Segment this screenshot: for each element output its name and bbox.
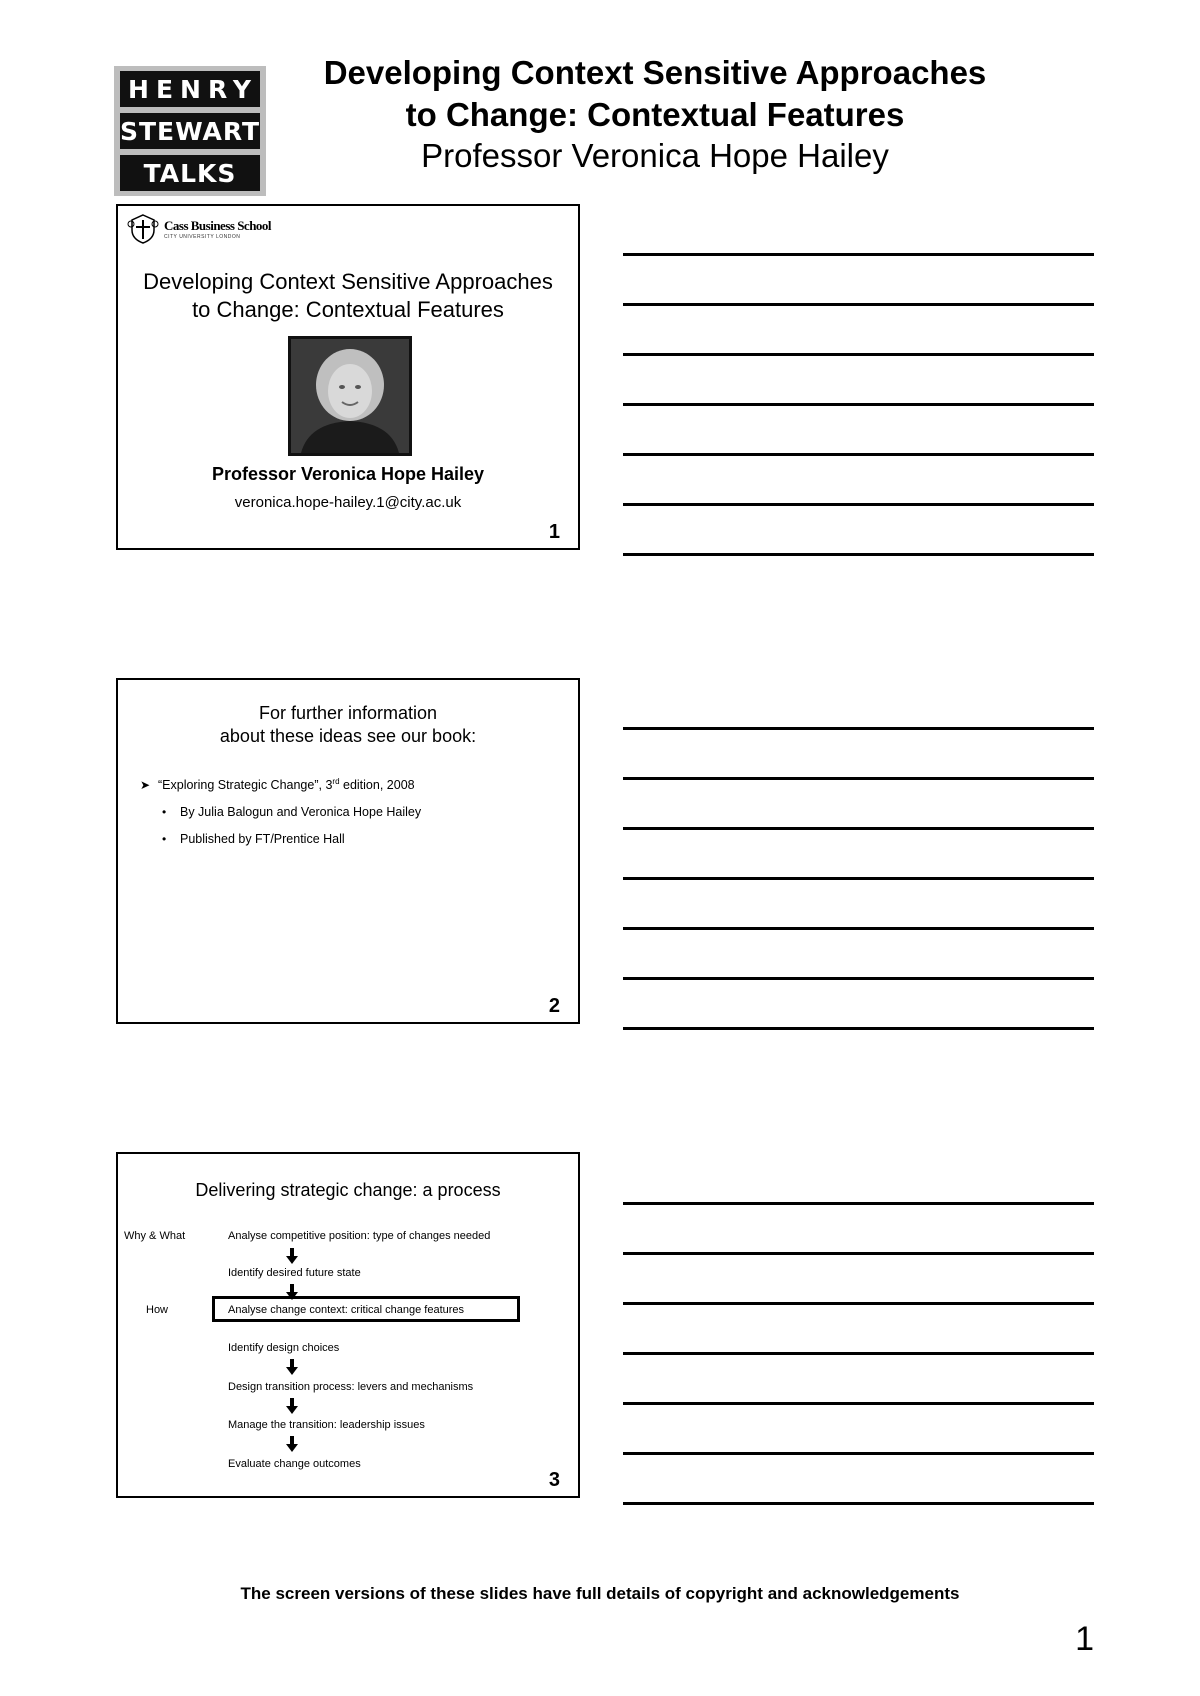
slide-1-title bbox=[118, 268, 578, 324]
crest-icon bbox=[126, 212, 160, 246]
note-line bbox=[623, 1402, 1094, 1405]
note-line bbox=[623, 777, 1094, 780]
process-step-7: Evaluate change outcomes bbox=[228, 1458, 361, 1470]
note-line bbox=[623, 727, 1094, 730]
note-line bbox=[623, 877, 1094, 880]
note-line bbox=[623, 503, 1094, 506]
logo-line-talks: TALKS bbox=[120, 155, 260, 191]
slide-2 bbox=[116, 678, 580, 1024]
note-line bbox=[623, 1202, 1094, 1205]
slide-2-heading bbox=[118, 702, 578, 748]
down-arrow-icon bbox=[286, 1359, 298, 1375]
list-item bbox=[140, 777, 421, 792]
label-why-what: Why & What bbox=[124, 1230, 186, 1242]
slide-number: 1 bbox=[548, 521, 560, 543]
book-publisher: Published by FT/Prentice Hall bbox=[180, 832, 345, 847]
henry-stewart-talks-logo bbox=[114, 66, 266, 196]
note-line bbox=[623, 1502, 1094, 1505]
slide-1 bbox=[116, 204, 580, 550]
note-line bbox=[623, 253, 1094, 256]
bullet-icon: • bbox=[162, 832, 167, 847]
book-list bbox=[140, 777, 421, 859]
note-line bbox=[623, 1452, 1094, 1455]
page-author: Professor Veronica Hope Hailey bbox=[421, 137, 889, 174]
down-arrow-icon bbox=[286, 1398, 298, 1414]
note-line bbox=[623, 553, 1094, 556]
process-step-6: Manage the transition: leadership issues bbox=[228, 1419, 425, 1431]
process-step-2: Identify desired future state bbox=[228, 1267, 361, 1279]
note-line bbox=[623, 977, 1094, 980]
institution-name: Cass Business School bbox=[164, 218, 272, 233]
logo-line-henry: HENRY bbox=[120, 71, 260, 107]
note-line bbox=[623, 1252, 1094, 1255]
process-step-3: Analyse change context: critical change features bbox=[228, 1304, 465, 1316]
note-line bbox=[623, 1302, 1094, 1305]
slide-3-title: Delivering strategic change: a process bbox=[195, 1180, 501, 1200]
slide-3 bbox=[116, 1152, 580, 1498]
bullet-icon: • bbox=[162, 805, 167, 820]
slide-1-title-line2: to Change: Contextual Features bbox=[192, 297, 504, 322]
book-reference: “Exploring Strategic Change”, 3rd edition, 2008 bbox=[158, 777, 415, 793]
down-arrow-icon bbox=[286, 1248, 298, 1264]
note-line bbox=[623, 827, 1094, 830]
copyright-footer: The screen versions of these slides have full details of copyright and acknowledgements bbox=[240, 1584, 960, 1603]
list-item bbox=[162, 832, 421, 846]
note-line bbox=[623, 403, 1094, 406]
note-line bbox=[623, 1352, 1094, 1355]
down-arrow-icon bbox=[286, 1436, 298, 1452]
label-how: How bbox=[146, 1304, 169, 1316]
presenter-photo bbox=[288, 336, 412, 456]
process-step-5: Design transition process: levers and mechanisms bbox=[228, 1381, 474, 1393]
note-line bbox=[623, 303, 1094, 306]
institution-subtitle: CITY UNIVERSITY LONDON bbox=[164, 234, 241, 240]
slide-1-title-line1: Developing Context Sensitive Approaches bbox=[143, 269, 553, 294]
page-title-line1: Developing Context Sensitive Approaches bbox=[323, 54, 987, 91]
presenter-email: veronica.hope-hailey.1@city.ac.uk bbox=[234, 494, 462, 511]
slide-number: 3 bbox=[548, 1469, 560, 1491]
note-line bbox=[623, 353, 1094, 356]
process-step-1: Analyse competitive position: type of changes needed bbox=[228, 1230, 491, 1242]
note-line bbox=[623, 453, 1094, 456]
page-number: 1 bbox=[1075, 1620, 1094, 1658]
process-step-4: Identify design choices bbox=[228, 1342, 340, 1354]
note-line bbox=[623, 1027, 1094, 1030]
page-header bbox=[290, 52, 1020, 176]
slide-2-heading-line2: about these ideas see our book: bbox=[219, 726, 477, 746]
book-authors: By Julia Balogun and Veronica Hope Hailey bbox=[180, 805, 422, 820]
logo-line-stewart: STEWART bbox=[120, 113, 260, 149]
presenter-name: Professor Veronica Hope Hailey bbox=[211, 464, 485, 484]
cass-business-school-logo bbox=[126, 212, 271, 246]
note-line bbox=[623, 927, 1094, 930]
slide-number: 2 bbox=[548, 995, 560, 1017]
list-item bbox=[162, 805, 421, 819]
arrow-bullet-icon: ➤ bbox=[140, 778, 151, 793]
slide-2-heading-line1: For further information bbox=[258, 703, 438, 723]
page-title-line2: to Change: Contextual Features bbox=[405, 96, 905, 133]
